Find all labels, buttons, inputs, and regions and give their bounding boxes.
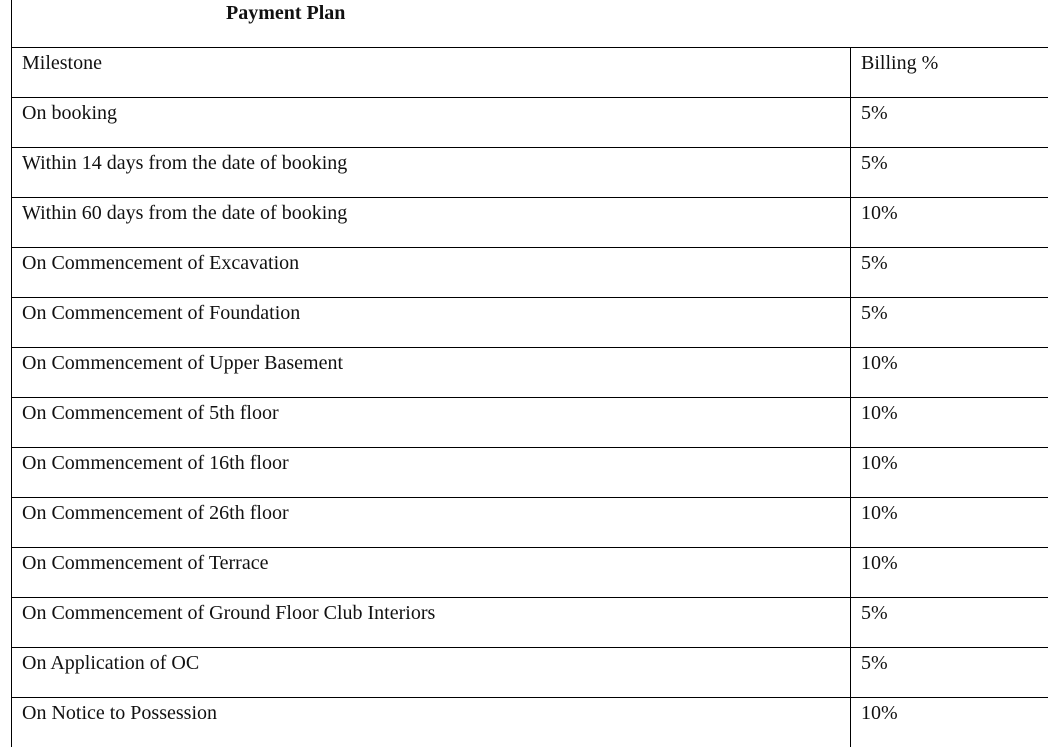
billing-cell: 10% [851, 398, 1048, 448]
milestone-cell: Within 14 days from the date of booking [12, 148, 851, 198]
table-row [12, 548, 1048, 598]
page-title: Payment Plan [226, 2, 346, 24]
billing-cell: 10% [851, 448, 1048, 498]
billing-cell: 10% [851, 548, 1048, 598]
billing-cell: 5% [851, 598, 1048, 648]
billing-cell: 10% [851, 698, 1048, 748]
milestone-cell: Within 60 days from the date of booking [12, 198, 851, 248]
milestone-cell: On booking [12, 98, 851, 148]
billing-cell: 10% [851, 348, 1048, 398]
milestone-cell: On Commencement of Ground Floor Club Interiors [12, 598, 851, 648]
billing-cell: 10% [851, 198, 1048, 248]
milestone-cell: On Commencement of 16th floor [12, 448, 851, 498]
milestone-cell: On Commencement of Foundation [12, 298, 851, 348]
table-row [12, 98, 1048, 148]
table-row [12, 698, 1048, 748]
table-body [12, 48, 1048, 748]
payment-plan-table [11, 47, 1048, 747]
milestone-cell: On Application of OC [12, 648, 851, 698]
milestone-cell: On Commencement of 5th floor [12, 398, 851, 448]
table-row [12, 398, 1048, 448]
billing-cell: 5% [851, 648, 1048, 698]
table-row [12, 148, 1048, 198]
billing-cell: 5% [851, 298, 1048, 348]
table-row [12, 198, 1048, 248]
billing-cell: 5% [851, 98, 1048, 148]
table-row [12, 448, 1048, 498]
table-row [12, 298, 1048, 348]
title-cell [11, 0, 1048, 47]
milestone-cell: On Commencement of Upper Basement [12, 348, 851, 398]
header-milestone: Milestone [12, 48, 851, 98]
table-row [12, 348, 1048, 398]
table-row [12, 498, 1048, 548]
milestone-cell: On Commencement of Terrace [12, 548, 851, 598]
table-row [12, 648, 1048, 698]
milestone-cell: On Commencement of Excavation [12, 248, 851, 298]
table-header-row [12, 48, 1048, 98]
table-row [12, 598, 1048, 648]
billing-cell: 5% [851, 148, 1048, 198]
milestone-cell: On Commencement of 26th floor [12, 498, 851, 548]
billing-cell: 5% [851, 248, 1048, 298]
milestone-cell: On Notice to Possession [12, 698, 851, 748]
billing-cell: 10% [851, 498, 1048, 548]
header-billing: Billing % [851, 48, 1048, 98]
table-row [12, 248, 1048, 298]
